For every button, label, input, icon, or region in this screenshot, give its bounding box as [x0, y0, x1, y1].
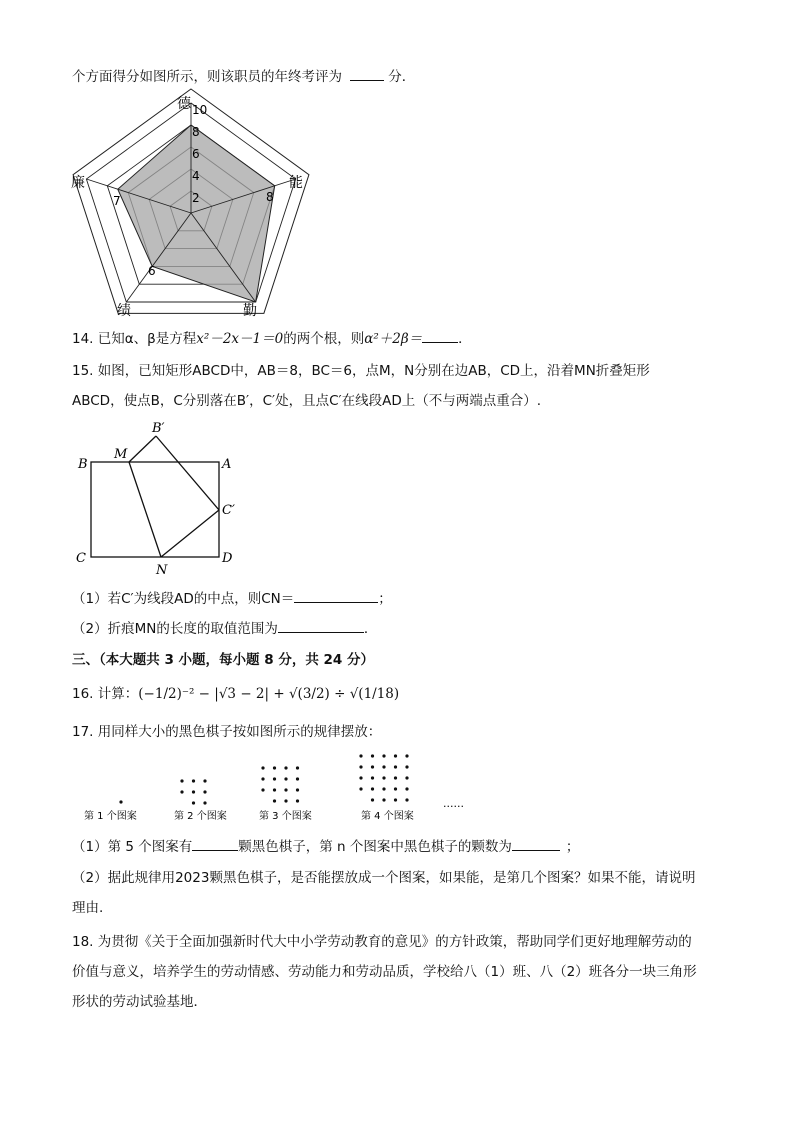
chess-piece-dot	[405, 765, 408, 768]
chess-piece-dot	[296, 799, 299, 802]
chess-piece-dot	[261, 766, 264, 769]
score-label-lian: 7	[113, 194, 121, 208]
answer-blank[interactable]	[350, 66, 384, 81]
chess-piece-dot	[119, 800, 122, 803]
chess-piece-dot	[371, 787, 374, 790]
axis-label-neng: 能	[289, 175, 303, 191]
pattern-label-2: 第 2 个图案	[174, 811, 227, 822]
question-18-line3: 形状的劳动试验基地．	[72, 994, 207, 1010]
answer-blank[interactable]	[294, 588, 378, 603]
chess-piece-dot	[296, 766, 299, 769]
chess-piece-dot	[382, 765, 385, 768]
radar-tick-label: 6	[192, 147, 200, 161]
chess-piece-dot	[382, 776, 385, 779]
chess-piece-dot	[180, 790, 183, 793]
chess-piece-dot	[371, 765, 374, 768]
chess-piece-dot	[192, 790, 195, 793]
chess-piece-dot	[284, 799, 287, 802]
question-14: 14. 已知α、β是方程x²－2x－1＝0的两个根，则α²＋2β＝ ．	[72, 328, 472, 349]
rectangle-fold-figure	[70, 418, 250, 578]
svg-text:D: D	[222, 551, 233, 566]
chess-piece-dot	[394, 776, 397, 779]
pattern-ellipsis: ......	[443, 797, 464, 810]
svg-text:M: M	[114, 447, 128, 462]
chess-piece-dot	[405, 754, 408, 757]
chess-piece-dot	[273, 777, 276, 780]
svg-text:B′: B′	[152, 421, 165, 436]
chess-piece-dot	[284, 766, 287, 769]
axis-label-ji: 绩	[117, 303, 131, 319]
score-label-neng: 8	[266, 190, 274, 204]
chess-piece-dot	[192, 801, 195, 804]
svg-text:C: C	[76, 551, 86, 566]
chess-piece-dot	[284, 788, 287, 791]
chess-piece-dot	[261, 777, 264, 780]
chess-piece-dot	[273, 788, 276, 791]
question-17-sub1: （1）第 5 个图案有 颗黑色棋子，第 n 个图案中黑色棋子的颗数为 ；	[72, 836, 579, 857]
pattern-label-4: 第 4 个图案	[361, 811, 414, 822]
answer-blank[interactable]	[278, 618, 364, 633]
question-18-line2: 价值与意义，培养学生的劳动情感、劳动能力和劳动品质，学校给八（1）班、八（2）班各分一块三角形	[72, 964, 697, 980]
chess-pattern-figure	[78, 748, 478, 824]
score-label-ji: 6	[148, 264, 156, 278]
chess-piece-dot	[405, 776, 408, 779]
pattern-label-1: 第 1 个图案	[84, 811, 137, 822]
pattern-label-3: 第 3 个图案	[259, 811, 312, 822]
chess-piece-dot	[203, 790, 206, 793]
question-15-line1: 15. 如图，已知矩形ABCD中，AB＝8，BC＝6，点M，N分别在边AB，CD上，沿着MN折叠矩形	[72, 363, 650, 379]
radar-tick-label: 10	[192, 103, 208, 117]
question-17-sub2-line2: 理由.	[72, 900, 104, 916]
svg-text:N: N	[156, 563, 168, 578]
chess-piece-dot	[394, 787, 397, 790]
axis-label-qin: 勤	[243, 303, 257, 319]
chess-piece-dot	[371, 798, 374, 801]
q13-continuation: 个方面得分如图所示，则该职员的年终考评为 分．	[72, 66, 415, 87]
radar-tick-label: 8	[192, 125, 200, 139]
chess-piece-dot	[394, 765, 397, 768]
chess-piece-dot	[203, 779, 206, 782]
question-15-line2: ABCD，使点B，C分别落在B′，C′处，且点C′在线段AD上（不与两端点重合）.	[72, 393, 541, 409]
chess-piece-dot	[273, 799, 276, 802]
radar-tick-label: 4	[192, 169, 200, 183]
axis-label-de: 德	[177, 96, 191, 112]
question-17-intro: 17. 用同样大小的黑色棋子按如图所示的规律摆放：	[72, 724, 382, 740]
question-15-sub2: （2）折痕MN的长度的取值范围为 ．	[72, 618, 377, 639]
chess-piece-dot	[296, 788, 299, 791]
question-18-line1: 18. 为贯彻《关于全面加强新时代大中小学劳动教育的意见》的方针政策，帮助同学们更好地理解劳动的	[72, 934, 692, 950]
question-16: 16. 计算：(−1/2)⁻² − |√3 − 2| + √(3/2) ÷ √(1/18)	[72, 686, 400, 702]
svg-text:C′: C′	[222, 503, 235, 518]
section-3-heading: 三、（本大题共 3 小题，每小题 8 分，共 24 分）	[72, 652, 375, 668]
answer-blank[interactable]	[422, 328, 458, 343]
chess-piece-dot	[394, 754, 397, 757]
answer-blank[interactable]	[192, 836, 238, 851]
chess-piece-dot	[405, 798, 408, 801]
chess-piece-dot	[359, 754, 362, 757]
chess-piece-dot	[284, 777, 287, 780]
chess-piece-dot	[382, 754, 385, 757]
svg-text:A: A	[222, 457, 232, 472]
chess-piece-dot	[296, 777, 299, 780]
chess-piece-dot	[371, 776, 374, 779]
chess-piece-dot	[394, 798, 397, 801]
chess-piece-dot	[382, 787, 385, 790]
chess-piece-dot	[371, 754, 374, 757]
question-17-sub2-line1: （2）据此规律用2023颗黑色棋子，是否能摆放成一个图案，如果能，是第几个图案？如果不能，请说明	[72, 870, 696, 886]
question-15-sub1: （1）若C′为线段AD的中点，则CN＝ ；	[72, 588, 392, 609]
chess-piece-dot	[261, 788, 264, 791]
answer-blank[interactable]	[512, 836, 560, 851]
axis-label-lian: 廉	[71, 175, 85, 191]
chess-piece-dot	[180, 779, 183, 782]
chess-piece-dot	[273, 766, 276, 769]
svg-text:B: B	[78, 457, 88, 472]
chess-piece-dot	[405, 787, 408, 790]
chess-piece-dot	[192, 779, 195, 782]
chess-piece-dot	[359, 787, 362, 790]
chess-piece-dot	[382, 798, 385, 801]
radar-chart	[60, 88, 350, 320]
chess-piece-dot	[203, 801, 206, 804]
radar-tick-label: 2	[192, 191, 200, 205]
chess-piece-dot	[359, 765, 362, 768]
chess-piece-dot	[359, 776, 362, 779]
